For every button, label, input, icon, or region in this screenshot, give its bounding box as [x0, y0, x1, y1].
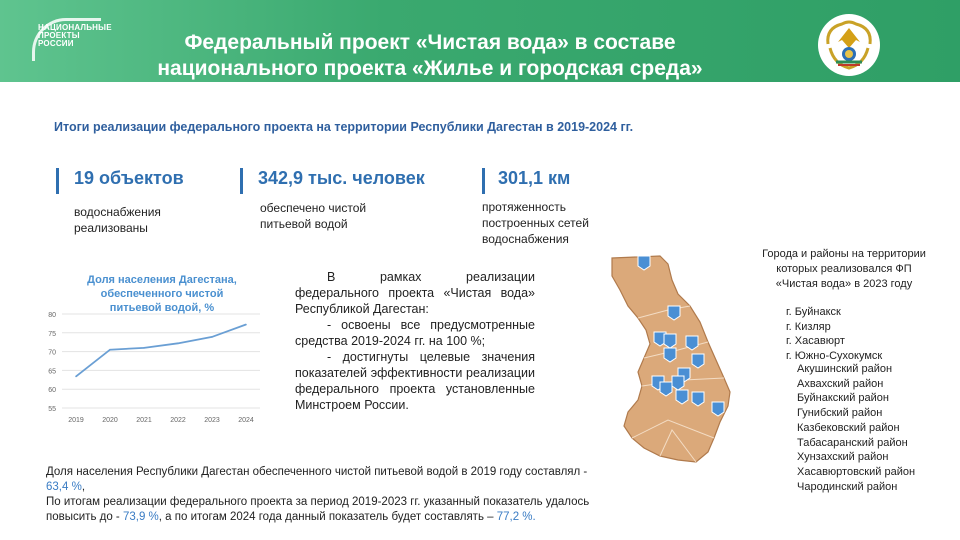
- list-item: Акушинский район: [797, 363, 893, 375]
- x-tick-label: 2022: [170, 417, 186, 424]
- data-point: [211, 336, 213, 338]
- y-tick-label: 55: [48, 406, 56, 413]
- x-tick-label: 2024: [238, 417, 254, 424]
- bottom-line-1: [46, 465, 686, 480]
- chart-title-line: обеспеченного чистой: [100, 288, 224, 300]
- list-item: Буйнакский район: [797, 392, 889, 405]
- stat-desc-line: обеспечено чистой: [260, 201, 367, 215]
- page-title: [110, 30, 750, 82]
- list-item: Чародинский район: [797, 480, 898, 493]
- list-item: г. Южно-Сухокумск: [786, 350, 883, 363]
- data-point: [75, 376, 77, 378]
- data-point: [177, 343, 179, 345]
- bottom-text: повысить до -: [46, 511, 123, 523]
- chart-title-line: Доля населения Дагестана,: [87, 274, 237, 286]
- paragraph-line: - освоены все предусмотренные средства 2019-2024 гг. на 100 %;: [295, 318, 535, 348]
- logo-line: РОССИИ: [38, 39, 74, 48]
- summary-paragraph: [295, 269, 535, 413]
- y-tick-label: 60: [48, 387, 56, 395]
- chart-title-line: питьевой водой, %: [109, 302, 215, 314]
- y-tick-label: 70: [48, 349, 56, 357]
- paragraph-line: В рамках реализации федерального проекта «Чистая вода» Республикой Дагестан:: [295, 270, 535, 316]
- stat-objects-desc: [74, 204, 161, 236]
- bottom-text: Доля населения Республики Дагестан обеспеченного чистой питьевой водой в 2019 году составлял -: [46, 466, 588, 478]
- header-banner: [0, 0, 960, 82]
- regions-title-line: Города и районы на территории: [762, 248, 926, 260]
- dagestan-coat-of-arms-icon: [818, 14, 880, 76]
- stat-divider: [240, 168, 243, 194]
- data-point: [143, 347, 145, 349]
- list-item: Хунзахский район: [797, 451, 889, 464]
- x-tick-label: 2019: [68, 417, 84, 424]
- cities-list: [786, 305, 882, 364]
- districts-list: [797, 362, 915, 494]
- stat-km-value: 301,1 км: [498, 168, 571, 188]
- value-2024: 77,2 %.: [496, 511, 536, 523]
- bottom-summary: [46, 465, 686, 525]
- stat-desc-line: водоснабжения: [74, 205, 161, 219]
- stat-desc-line: реализованы: [74, 221, 148, 235]
- report-subtitle: Итоги реализации федерального проекта на территории Республики Дагестан в 2019-2024 гг.: [54, 120, 634, 134]
- bottom-line-3: [46, 510, 686, 525]
- stat-km-desc: [482, 199, 589, 247]
- bottom-line-2: По итогам реализации федерального проекта за период 2019-2023 гг. указанный показатель удалось: [46, 496, 590, 508]
- list-item: Хасавюртовский район: [797, 465, 916, 478]
- title-line-1: Федеральный проект «Чистая вода» в составе: [184, 31, 676, 54]
- x-tick-label: 2023: [204, 417, 220, 424]
- stat-desc-line: построенных сетей: [482, 216, 589, 230]
- value-2023: 73,9 %: [122, 511, 159, 523]
- y-tick-label: 80: [48, 312, 56, 319]
- bottom-line-1-value: 63,4 %,: [46, 481, 86, 493]
- regions-title-line: «Чистая вода» в 2023 году: [775, 278, 913, 290]
- y-tick-label: 65: [48, 368, 56, 376]
- list-item: г. Буйнакск: [786, 306, 841, 318]
- stat-desc-line: питьевой водой: [260, 217, 348, 231]
- title-line-2: национального проекта «Жилье и городская среда»: [157, 57, 703, 80]
- list-item: Казбековский район: [797, 421, 900, 434]
- bottom-text: , а по итогам 2024 года данный показатель будет составлять –: [158, 511, 497, 523]
- regions-list-title: [736, 247, 952, 292]
- x-tick-label: 2020: [102, 417, 118, 424]
- list-item: г. Хасавюрт: [786, 335, 845, 348]
- dagestan-map: [598, 250, 740, 475]
- paragraph-line: - достигнуты целевые значения показателей эффективности реализации федерального проекта установленные Минстроем России.: [295, 350, 535, 412]
- stat-people-desc: [260, 200, 366, 232]
- data-point: [245, 324, 247, 326]
- x-tick-label: 2021: [136, 417, 152, 424]
- logo-line: НАЦИОНАЛЬНЫЕ: [38, 23, 112, 32]
- stat-people-value: 342,9 тыс. человек: [258, 168, 425, 188]
- list-item: г. Кизляр: [786, 320, 831, 333]
- value-2019: 63,4 %: [46, 481, 82, 493]
- y-tick-label: 75: [48, 330, 56, 338]
- population-water-chart: [30, 302, 270, 427]
- stat-desc-line: водоснабжения: [482, 232, 569, 246]
- data-point: [109, 349, 111, 351]
- list-item: Ахвахский район: [797, 377, 884, 390]
- stat-objects-value: 19 объектов: [74, 168, 184, 188]
- national-projects-logo: [38, 24, 112, 48]
- stat-divider: [482, 168, 485, 194]
- regions-title-line: которых реализовался ФП: [776, 263, 912, 275]
- logo-line: ПРОЕКТЫ: [38, 31, 80, 40]
- list-item: Табасаранский район: [797, 436, 908, 449]
- stat-desc-line: протяженность: [482, 200, 566, 214]
- list-item: Гунибский район: [797, 407, 883, 420]
- stat-divider: [56, 168, 59, 194]
